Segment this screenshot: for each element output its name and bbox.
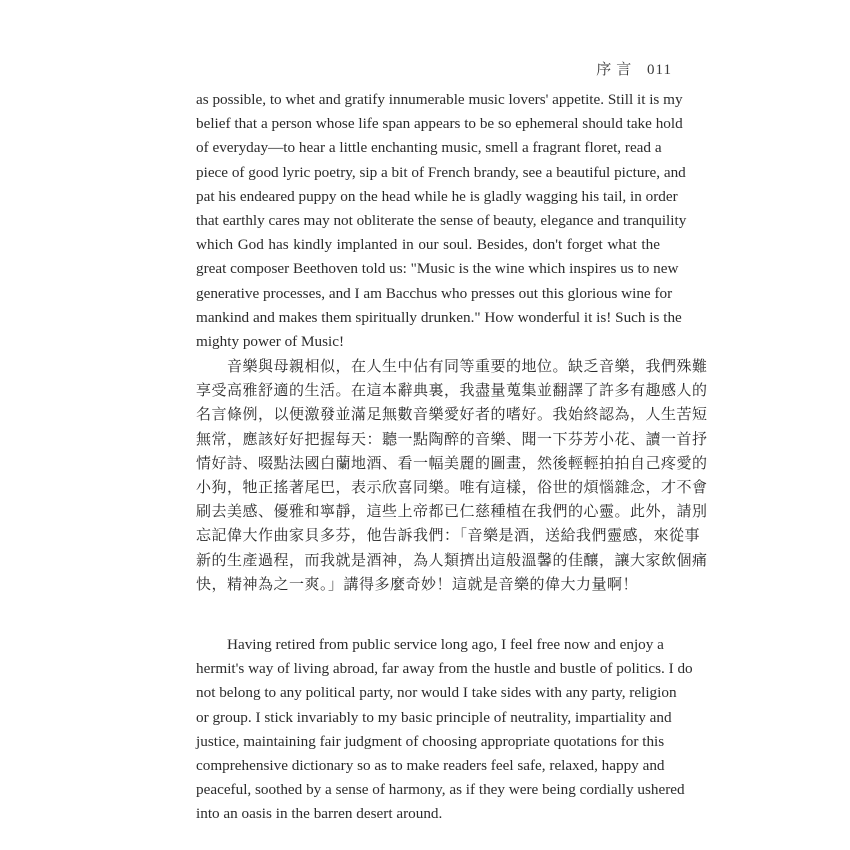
text-line: Having retired from public service long ago, I feel free now and enjoy a (227, 635, 664, 653)
text-line: 快，精神為之一爽。」講得多麼奇妙！這就是音樂的偉大力量啊！ (196, 574, 639, 593)
text-line: justice, maintaining fair judgment of choosing appropriate quotations for this (196, 732, 665, 750)
text-line: belief that a person whose life span appears to be so ephemeral should take hold (196, 115, 683, 133)
text-line: pat his endeared puppy on the head while he is gladly wagging his tail, in order (196, 187, 678, 205)
text-line: hermit's way of living abroad, far away from the hustle and bustle of politics. I do (196, 660, 693, 678)
text-line: that earthly cares may not obliterate the sense of beauty, elegance and tranquility (196, 211, 687, 229)
text-line: mankind and makes them spiritually drunken." How wonderful it is! Such is the (196, 308, 682, 326)
text-line: or group. I stick invariably to my basic principle of neutrality, impartiality and (196, 708, 672, 726)
text-line: not belong to any political party, nor would I take sides with any party, religion (196, 684, 677, 702)
paragraph-spacer (196, 596, 660, 633)
text-line: 新的生產過程，而我就是酒神，為人類擠出這般溫馨的佳釀，讓大家飲個痛 (196, 550, 708, 569)
text-line: great composer Beethoven told us: "Music is the wine which inspires us to new (196, 260, 679, 278)
text-line: 無常，應該好好把握每天：聽一點陶醉的音樂、聞一下芬芳小花、讀一首抒 (196, 429, 708, 448)
text-line: 音樂與母親相似，在人生中佔有同等重要的地位。缺乏音樂，我們殊難 (227, 357, 708, 376)
paragraph-english-2 (196, 633, 693, 827)
text-line: 小狗，牠正搖著尾巴，表示欣喜同樂。唯有這樣，俗世的煩惱雜念，才不會 (196, 478, 708, 496)
chapter-title: 序言 (596, 62, 637, 78)
text-line: peaceful, soothed by a sense of harmony, as if they were being cordially ushered (196, 781, 685, 799)
page-body (196, 88, 708, 826)
paragraph-chinese (196, 354, 708, 596)
text-line: 忘記偉大作曲家貝多芬，他告訴我們：「音樂是酒，送給我們靈感，來從事 (196, 526, 701, 545)
page-number: 011 (647, 62, 672, 78)
text-line: of everyday—to hear a little enchanting music, smell a fragrant floret, read a (196, 139, 662, 157)
text-line: as possible, to whet and gratify innumerable music lovers' appetite. Still it is my (196, 91, 683, 108)
text-line: piece of good lyric poetry, sip a bit of French brandy, see a beautiful picture, and (196, 163, 686, 181)
text-line: comprehensive dictionary so as to make readers feel safe, relaxed, happy and (196, 756, 665, 774)
running-header (596, 58, 672, 79)
text-line: 情好詩、啜點法國白蘭地酒、看一幅美麗的圖畫，然後輕輕拍拍自己疼愛的 (196, 453, 708, 472)
text-line: 享受高雅舒適的生活。在這本辭典裏，我盡量蒐集並翻譯了許多有趣感人的 (196, 381, 708, 400)
text-line: 刷去美感、優雅和寧靜，這些上帝都已仁慈種植在我們的心靈。此外，請別 (196, 502, 708, 521)
text-line: generative processes, and I am Bacchus who presses out this glorious wine for (196, 284, 673, 302)
text-line: which God has kindly implanted in our soul. Besides, don't forget what the (196, 236, 660, 254)
text-line: mighty power of Music! (196, 332, 345, 350)
text-line: into an oasis in the barren desert around. (196, 805, 443, 823)
paragraph-english-1 (196, 88, 687, 354)
text-line: 名言條例，以便激發並滿足無數音樂愛好者的嗜好。我始終認為，人生苦短 (196, 405, 708, 424)
